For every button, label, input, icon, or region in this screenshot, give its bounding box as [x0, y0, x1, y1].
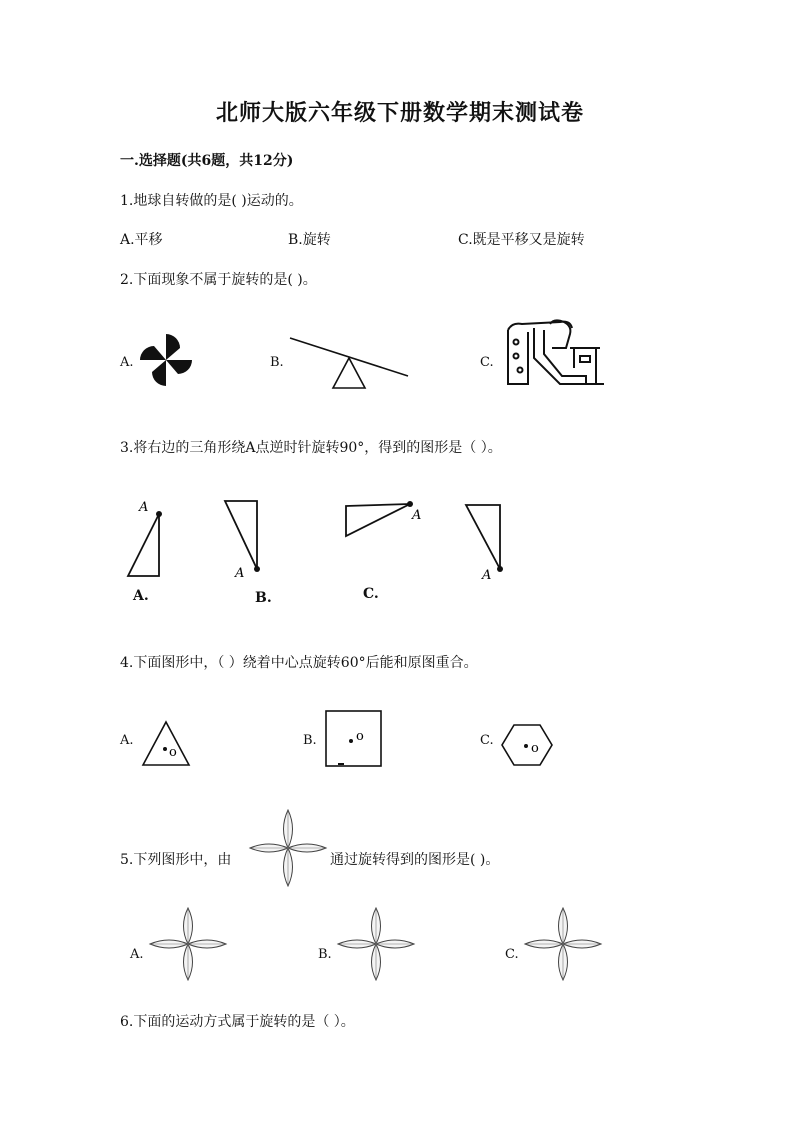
question-5-before: 5.下列图形中，由	[120, 852, 232, 868]
q5-flower-c	[523, 906, 603, 982]
section-heading: 一.选择题(共6题，共12分)	[120, 153, 294, 169]
q4-option-a[interactable]: A.	[120, 733, 134, 748]
q2-option-a[interactable]: A.	[120, 355, 134, 370]
q4-option-b[interactable]: B.	[303, 733, 317, 748]
q3-c-point-label: A	[412, 508, 422, 523]
q5-option-a[interactable]: A.	[130, 947, 144, 962]
q4-a-center-label: o	[169, 745, 177, 760]
pinwheel-icon	[135, 330, 197, 390]
q5-flower-b	[336, 906, 416, 982]
q1-option-c[interactable]: C.既是平移又是旋转	[458, 232, 585, 248]
q2-option-c[interactable]: C.	[480, 355, 494, 370]
q5-option-b[interactable]: B.	[318, 947, 332, 962]
question-1: 1.地球自转做的是( )运动的。	[120, 193, 303, 209]
q3-original-triangle	[120, 495, 180, 585]
q3-d-point-label: A	[482, 568, 492, 583]
question-5-after: 通过旋转得到的图形是( )。	[330, 852, 500, 868]
q3-triangle-d	[458, 495, 518, 585]
question-3: 3.将右边的三角形绕A点逆时针旋转90°，得到的图形是（ ）。	[120, 440, 502, 456]
q4-b-center-label: o	[356, 729, 364, 744]
q3-point-a-label: A	[139, 500, 149, 515]
q3-triangle-b	[215, 495, 275, 585]
q3-option-c[interactable]: C.	[363, 586, 379, 602]
slide-icon	[500, 318, 610, 390]
question-6: 6.下面的运动方式属于旋转的是（ ）。	[120, 1014, 355, 1030]
question-4: 4.下面图形中，（ ）绕着中心点旋转60°后能和原图重合。	[120, 655, 478, 671]
q5-flower-a	[148, 906, 228, 982]
q4-hexagon-shape	[500, 722, 554, 768]
seesaw-icon	[288, 336, 413, 392]
q3-b-point-label: A	[235, 566, 245, 581]
page-title: 北师大版六年级下册数学期末测试卷	[215, 100, 584, 126]
q4-option-c[interactable]: C.	[480, 733, 494, 748]
q3-option-b[interactable]: B.	[255, 590, 272, 606]
question-2: 2.下面现象不属于旋转的是( )。	[120, 272, 317, 288]
q3-triangle-c	[340, 495, 430, 555]
q5-option-c[interactable]: C.	[505, 947, 519, 962]
q4-c-center-label: o	[531, 741, 539, 756]
q4-triangle-shape	[140, 718, 192, 770]
q2-option-b[interactable]: B.	[270, 355, 284, 370]
q3-option-a[interactable]: A.	[133, 588, 149, 604]
q1-option-b[interactable]: B.旋转	[288, 232, 331, 248]
q1-option-a[interactable]: A.平移	[120, 232, 163, 248]
q5-flower-icon	[248, 808, 328, 888]
q4-square-shape	[322, 708, 386, 772]
